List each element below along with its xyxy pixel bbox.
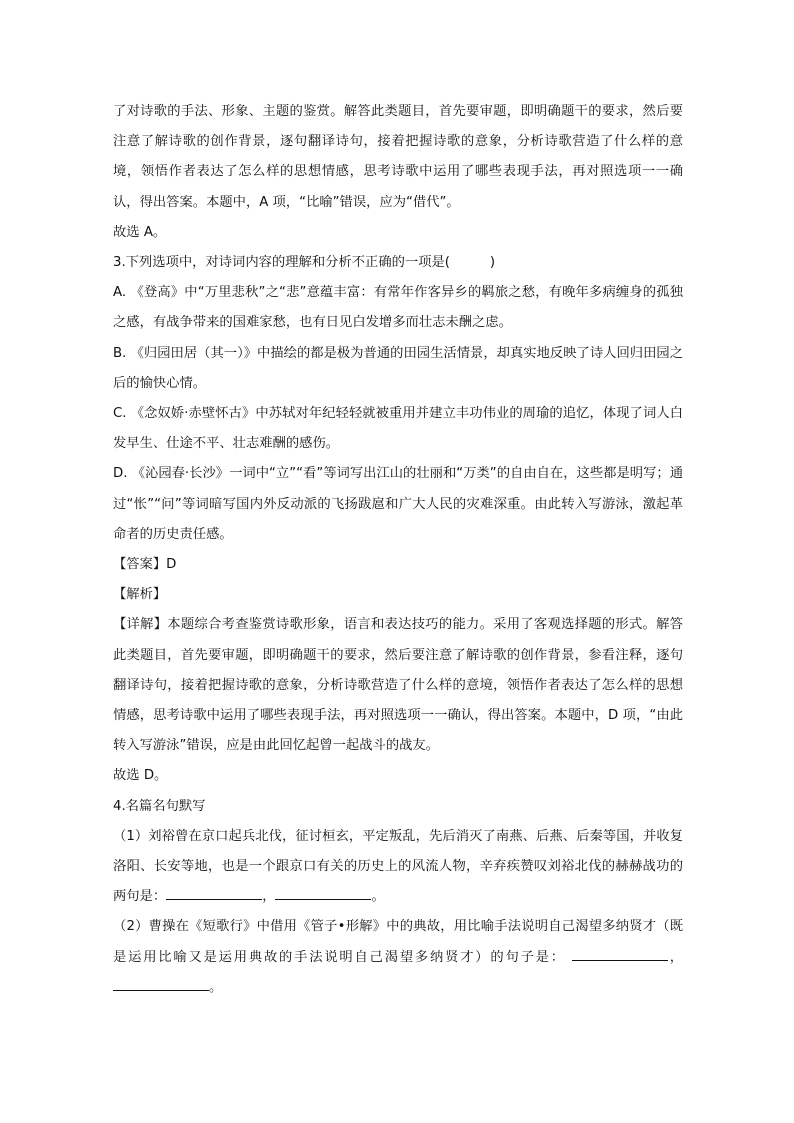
choice-line-2: 故选 D。 — [113, 768, 168, 784]
option-b: B. 《归园田居（其一）》中描绘的都是极为普通的田园生活情景，却真实地反映了诗人回归田园之后的愉快心情。 — [113, 345, 683, 391]
option-c: C. 《念奴娇·赤壁怀古》中苏轼对年纪轻轻就被重用并建立丰功伟业的周瑜的追忆，体现了词人白发早生、仕途不平、壮志难酬的感伤。 — [113, 406, 683, 452]
question-3-stem: 3.下列选项中，对诗词内容的理解和分析不正确的一项是( ) — [113, 255, 496, 271]
question-4-heading: 4.名篇名句默写 — [113, 798, 206, 814]
analysis-heading: 【解析】 — [113, 587, 167, 603]
period: 。 — [209, 979, 223, 995]
choice-line: 故选 A。 — [113, 224, 167, 240]
document-page — [113, 97, 683, 1003]
answer-blank[interactable] — [166, 885, 262, 900]
question-4-1-text: （1）刘裕曾在京口起兵北伐，征讨桓玄，平定叛乱，先后消灭了南燕、后燕、后秦等国，并收复洛阳、长安等地，也是一个跟京口有关的历史上的风流人物，辛弃疾赞叹刘裕北伐的赫赫战功的两句是： — [113, 828, 683, 905]
answer-line: 【答案】D — [113, 557, 177, 573]
answer-blank[interactable] — [275, 885, 371, 900]
answer-blank[interactable] — [572, 946, 668, 961]
question-4-1 — [113, 822, 683, 913]
separator: ， — [667, 949, 684, 965]
separator: ， — [262, 889, 276, 905]
answer-blank[interactable] — [113, 976, 209, 991]
option-d: D. 《沁园春·长沙》一词中“立”“看”等词写出江山的壮丽和“万类”的自由自在，这些都是明写；通过“怅”“问”等词暗写国内外反动派的飞扬跋扈和广大人民的灾难深重。由此转入写游泳，激起革命者的历史责任感。 — [113, 466, 683, 542]
detail-paragraph: 【详解】本题综合考查鉴赏诗歌形象，语言和表达技巧的能力。采用了客观选择题的形式。解答此类题目，首先要审题，即明确题干的要求，然后要注意了解诗歌的创作背景，参看注释，逐句翻译诗句，接着把握诗歌的意象，分析诗歌营造了什么样的意境，领悟作者表达了怎么样的思想情感，思考诗歌中运用了哪些表现手法，再对照选项一一确认，得出答案。本题中，D 项，“由此转入写游泳”错误，应是由此回忆起曾一起战斗的战友。 — [113, 617, 683, 754]
question-4-2 — [113, 912, 683, 1003]
option-a: A. 《登高》中“万里悲秋”之“悲”意蕴丰富：有常年作客异乡的羁旅之愁，有晚年多病缠身的孤独之感，有战争带来的国难家愁，也有日见白发增多而壮志未酬之虑。 — [113, 285, 683, 331]
period: 。 — [371, 889, 385, 905]
analysis-paragraph: 了对诗歌的手法、形象、主题的鉴赏。解答此类题目，首先要审题，即明确题干的要求，然后要注意了解诗歌的创作背景，逐句翻译诗句，接着把握诗歌的意象，分析诗歌营造了什么样的意境，领悟作者表达了怎么样的思想情感，思考诗歌中运用了哪些表现手法，再对照选项一一确认，得出答案。本题中，A 项，“比喻”错误，应为“借代”。 — [113, 104, 683, 210]
question-4-2-text: （2）曹操在《短歌行》中借用《管子•形解》中的典故，用比喻手法说明自己渴望多纳贤才（既是运用比喻又是运用典故的手法说明自己渴望多纳贤才）的句子是： — [113, 919, 683, 965]
